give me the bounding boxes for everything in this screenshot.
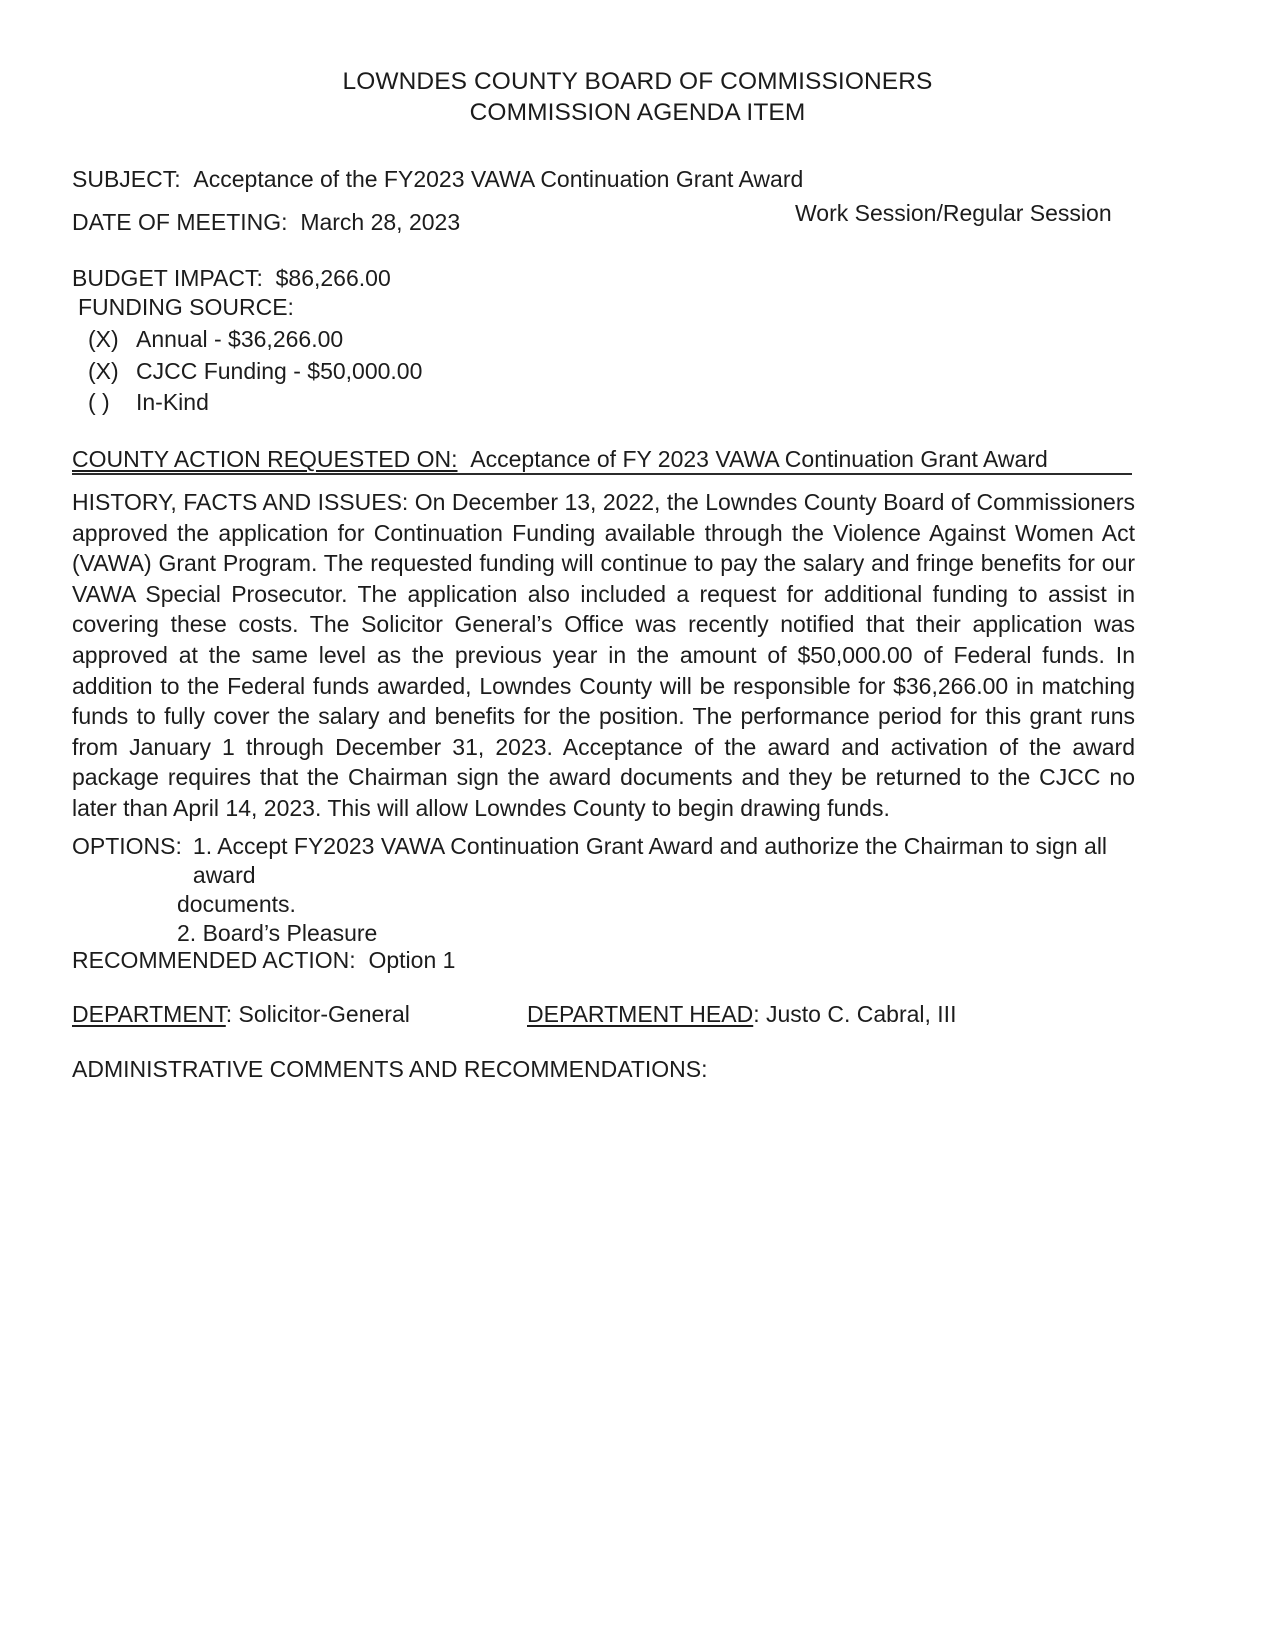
recommended-action-label: RECOMMENDED ACTION: bbox=[72, 947, 356, 973]
department-head-value: : Justo C. Cabral, III bbox=[753, 1001, 957, 1027]
subject-value: Acceptance of the FY2023 VAWA Continuation Grant Award bbox=[193, 166, 804, 192]
department-value: : Solicitor-General bbox=[225, 1001, 410, 1027]
recommended-action-value: Option 1 bbox=[368, 947, 456, 973]
funding-source-option[interactable] bbox=[88, 387, 788, 419]
checkbox-mark-icon[interactable]: ( ) bbox=[88, 389, 110, 415]
county-action-requested-row bbox=[72, 444, 1048, 474]
budget-impact-label: BUDGET IMPACT: bbox=[72, 265, 263, 291]
options-first-line bbox=[72, 832, 1135, 890]
department-label: DEPARTMENT bbox=[72, 1001, 226, 1027]
document-header bbox=[0, 66, 1275, 128]
funding-source-option[interactable] bbox=[88, 356, 788, 388]
recommended-action-row bbox=[72, 945, 455, 975]
department-head-label: DEPARTMENT HEAD bbox=[527, 1001, 754, 1027]
section-divider bbox=[72, 473, 1132, 475]
header-line-organization: LOWNDES COUNTY BOARD OF COMMISSIONERS bbox=[342, 68, 933, 95]
date-of-meeting-label: DATE OF MEETING: bbox=[72, 209, 288, 235]
checkbox-mark-icon[interactable]: (X) bbox=[88, 326, 119, 352]
department-head-field bbox=[527, 999, 956, 1029]
session-type: Work Session/Regular Session bbox=[795, 200, 1112, 226]
subject-label: SUBJECT: bbox=[72, 166, 181, 192]
funding-source-option-label: CJCC Funding - $50,000.00 bbox=[136, 357, 423, 384]
county-action-value: Acceptance of FY 2023 VAWA Continuation Grant Award bbox=[470, 446, 1048, 472]
options-item-1: 1. Accept FY2023 VAWA Continuation Grant Award and authorize the Chairman to sign all award bbox=[192, 833, 1108, 888]
options-label: OPTIONS: bbox=[72, 833, 182, 859]
budget-impact-value: $86,266.00 bbox=[275, 265, 391, 291]
funding-source-option-label: In-Kind bbox=[136, 389, 209, 415]
funding-source-list bbox=[88, 324, 788, 419]
budget-impact-row bbox=[72, 263, 391, 293]
options-block bbox=[72, 832, 1135, 948]
history-facts-issues-paragraph bbox=[72, 487, 1135, 824]
funding-source-option[interactable] bbox=[88, 324, 788, 356]
county-action-label: COUNTY ACTION REQUESTED ON: bbox=[72, 446, 458, 472]
subject-row bbox=[72, 164, 803, 194]
department-field bbox=[72, 999, 410, 1029]
date-of-meeting-value: March 28, 2023 bbox=[300, 209, 461, 235]
header-line-document-type: COMMISSION AGENDA ITEM bbox=[469, 99, 806, 126]
options-item-1-continuation: documents. bbox=[177, 891, 296, 917]
date-of-meeting-row bbox=[72, 207, 460, 237]
funding-source-option-label: Annual - $36,266.00 bbox=[136, 326, 344, 352]
history-label: HISTORY, FACTS AND ISSUES: bbox=[72, 489, 409, 515]
administrative-comments-label: ADMINISTRATIVE COMMENTS AND RECOMMENDATIONS: bbox=[72, 1056, 708, 1082]
history-body: On December 13, 2022, the Lowndes County Board of Commissioners approved the application for Continuation Funding available through the Violence Against Women Act (VAWA) Grant Program. The requested funding will continue to pay the salary and fringe benefits for our VAWA Special Prosecutor. The application also included a request for additional funding to assist in covering these costs. The Solicitor General’s Office was recently notified that their application was approved at the same level as the previous year in the amount of $50,000.00 of Federal funds. In addition to the Federal funds awarded, Lowndes County will be responsible for $36,266.00 in matching funds to fully cover the salary and benefits for the position. The performance period for this grant runs from January 1 through December 31, 2023. Acceptance of the award and activation of the award package requires that the Chairman sign the award documents and they be returned to the CJCC no later than April 14, 2023. This will allow Lowndes County to begin drawing funds. bbox=[72, 489, 1136, 821]
funding-source-label: FUNDING SOURCE: bbox=[78, 294, 294, 320]
checkbox-mark-icon[interactable]: (X) bbox=[88, 357, 119, 384]
options-item-2: 2. Board’s Pleasure bbox=[177, 920, 378, 946]
